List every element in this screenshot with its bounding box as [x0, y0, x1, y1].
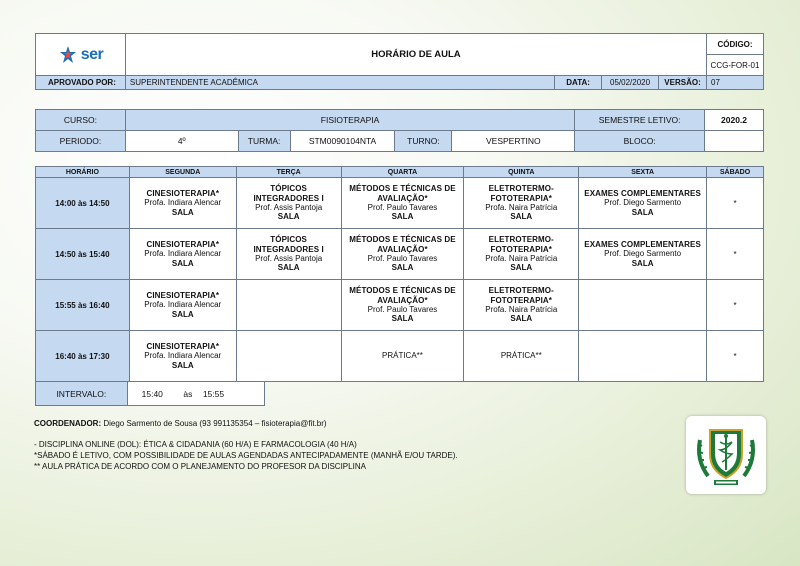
subject-name: MÉTODOS E TÉCNICAS DE AVALIAÇÃO* — [349, 184, 456, 203]
note-practice: ** AULA PRÁTICA DE ACORDO COM O PLANEJAMENTO DO PROFESOR DA DISCIPLINA — [34, 462, 366, 471]
class-cell — [464, 178, 579, 229]
class-cell — [341, 280, 464, 331]
date-label: DATA: — [555, 76, 602, 90]
period-value: 4º — [125, 131, 238, 152]
professor-name: Prof. Paulo Tavares — [367, 203, 438, 212]
logo-cell — [36, 34, 126, 76]
room-label: SALA — [277, 212, 300, 222]
class-cell — [579, 229, 707, 280]
room-label: SALA — [391, 263, 414, 273]
shift-value: VESPERTINO — [452, 131, 575, 152]
class-cell — [129, 280, 236, 331]
course-value: FISIOTERAPIA — [125, 110, 574, 131]
subject-name: ELETROTERMO-FOTOTERAPIA* — [488, 286, 554, 305]
interval-end: 15:55 — [199, 382, 265, 406]
subject-name: MÉTODOS E TÉCNICAS DE AVALIAÇÃO* — [349, 286, 456, 305]
class-cell — [129, 178, 236, 229]
subject-name: EXAMES COMPLEMENTARES — [584, 188, 701, 198]
saturday-cell: * — [707, 178, 764, 229]
header-wednesday: QUARTA — [341, 167, 464, 178]
header-time: HORÁRIO — [36, 167, 130, 178]
course-label: CURSO: — [36, 110, 126, 131]
room-label: SALA — [171, 309, 194, 319]
code-value: CCG-FOR-01 — [707, 55, 764, 76]
class-cell — [236, 229, 341, 280]
subject-name: EXAMES COMPLEMENTARES — [584, 239, 701, 249]
note-saturday: *SÁBADO É LETIVO, COM POSSIBILIDADE DE AULAS AGENDADAS ANTECIPADAMENTE (MANHÃ E/OU TARDE). — [34, 451, 458, 460]
period-label: PERIODO: — [36, 131, 126, 152]
class-cell — [579, 178, 707, 229]
class-cell — [236, 280, 341, 331]
professor-name: Prof. Paulo Tavares — [367, 305, 438, 314]
professor-name: Prof. Diego Sarmento — [604, 198, 682, 208]
header-monday: SEGUNDA — [129, 167, 236, 178]
table-row — [36, 280, 764, 331]
schedule-header-row — [36, 167, 764, 178]
room-label: SALA — [510, 212, 533, 222]
room-label: SALA — [631, 258, 654, 268]
time-slot: 14:50 às 15:40 — [36, 229, 130, 280]
class-cell — [129, 331, 236, 382]
professor-name: Profa. Indiara Alencar — [144, 351, 222, 361]
shift-label: TURNO: — [395, 131, 452, 152]
room-label: SALA — [510, 263, 533, 273]
professor-name: Profa. Naira Patrícia — [485, 305, 558, 314]
class-label: TURMA: — [238, 131, 290, 152]
semester-value: 2020.2 — [705, 110, 764, 131]
coordinator-line — [34, 419, 327, 429]
professor-name: Prof. Assis Pantoja — [255, 254, 323, 263]
room-label: SALA — [171, 258, 194, 268]
version-label: VERSÃO: — [659, 76, 707, 90]
schedule-table — [35, 166, 764, 382]
approved-label: APROVADO POR: — [36, 76, 126, 90]
ser-logo-icon — [58, 45, 78, 65]
class-cell — [341, 331, 464, 382]
saturday-cell: * — [707, 280, 764, 331]
header-thursday: QUINTA — [464, 167, 579, 178]
table-row — [36, 331, 764, 382]
logo-text: ser — [80, 45, 104, 63]
table-row — [36, 178, 764, 229]
class-cell — [236, 178, 341, 229]
class-cell — [579, 331, 707, 382]
saturday-cell: * — [707, 331, 764, 382]
professor-name: Profa. Naira Patrícia — [485, 254, 558, 263]
coordinator-value: Diego Sarmento de Sousa (93 991135354 – fisioterapia@fit.br) — [103, 419, 327, 428]
interval-label: INTERVALO: — [36, 382, 128, 406]
interval-table — [35, 381, 265, 406]
interval-separator: às — [177, 382, 199, 406]
subject-name: CINESIOTERAPIA* — [146, 188, 220, 198]
subject-name: CINESIOTERAPIA* — [146, 341, 220, 351]
class-cell — [236, 331, 341, 382]
page-title: HORÁRIO DE AULA — [125, 34, 706, 76]
institution-seal — [686, 416, 766, 494]
time-slot: 16:40 às 17:30 — [36, 331, 130, 382]
professor-name: Profa. Naira Patrícia — [485, 203, 558, 212]
block-value — [705, 131, 764, 152]
block-label: BLOCO: — [575, 131, 705, 152]
room-label: SALA — [631, 207, 654, 217]
document-header — [35, 33, 764, 90]
room-label: SALA — [391, 212, 414, 222]
room-label: SALA — [510, 314, 533, 324]
room-label: SALA — [171, 207, 194, 217]
institution-seal-icon — [690, 420, 762, 490]
subject-name: CINESIOTERAPIA* — [146, 239, 220, 249]
class-value: STM0090104NTA — [290, 131, 395, 152]
subject-name: MÉTODOS E TÉCNICAS DE AVALIAÇÃO* — [349, 235, 456, 254]
room-label: SALA — [171, 360, 194, 370]
class-cell — [464, 280, 579, 331]
class-cell — [341, 178, 464, 229]
class-cell — [464, 331, 579, 382]
subject-name: ELETROTERMO-FOTOTERAPIA* — [488, 184, 554, 203]
class-cell — [129, 229, 236, 280]
time-slot: 15:55 às 16:40 — [36, 280, 130, 331]
semester-label: SEMESTRE LETIVO: — [575, 110, 705, 131]
course-info — [35, 109, 764, 152]
header-saturday: SÁBADO — [707, 167, 764, 178]
subject-name: ELETROTERMO-FOTOTERAPIA* — [488, 235, 554, 254]
subject-name: TÓPICOS INTEGRADORES I — [253, 184, 324, 203]
subject-name: CINESIOTERAPIA* — [146, 290, 220, 300]
class-cell — [464, 229, 579, 280]
header-tuesday: TERÇA — [236, 167, 341, 178]
table-row — [36, 229, 764, 280]
approved-value: SUPERINTENDENTE ACADÊMICA — [125, 76, 554, 90]
practice-label: PRÁTICA** — [382, 351, 423, 361]
subject-name: TÓPICOS INTEGRADORES I — [253, 235, 324, 254]
room-label: SALA — [277, 263, 300, 273]
room-label: SALA — [391, 314, 414, 324]
professor-name: Prof. Diego Sarmento — [604, 249, 682, 259]
header-friday: SEXTA — [579, 167, 707, 178]
practice-label: PRÁTICA** — [500, 351, 542, 361]
class-cell — [579, 280, 707, 331]
code-label: CÓDIGO: — [707, 34, 764, 55]
date-value: 05/02/2020 — [602, 76, 659, 90]
version-value: 07 — [707, 76, 764, 90]
professor-name: Profa. Indiara Alencar — [144, 249, 222, 259]
interval-start: 15:40 — [127, 382, 177, 406]
professor-name: Prof. Paulo Tavares — [367, 254, 438, 263]
saturday-cell: * — [707, 229, 764, 280]
class-cell — [341, 229, 464, 280]
time-slot: 14:00 às 14:50 — [36, 178, 130, 229]
professor-name: Profa. Indiara Alencar — [144, 300, 222, 310]
professor-name: Profa. Indiara Alencar — [144, 198, 222, 208]
coordinator-label: COORDENADOR: — [34, 419, 102, 428]
note-online-disciplines: - DISCIPLINA ONLINE (DOL): ÉTICA & CIDADANIA (60 H/A) E FARMACOLOGIA (40 H/A) — [34, 440, 357, 449]
professor-name: Prof. Assis Pantoja — [255, 203, 323, 212]
